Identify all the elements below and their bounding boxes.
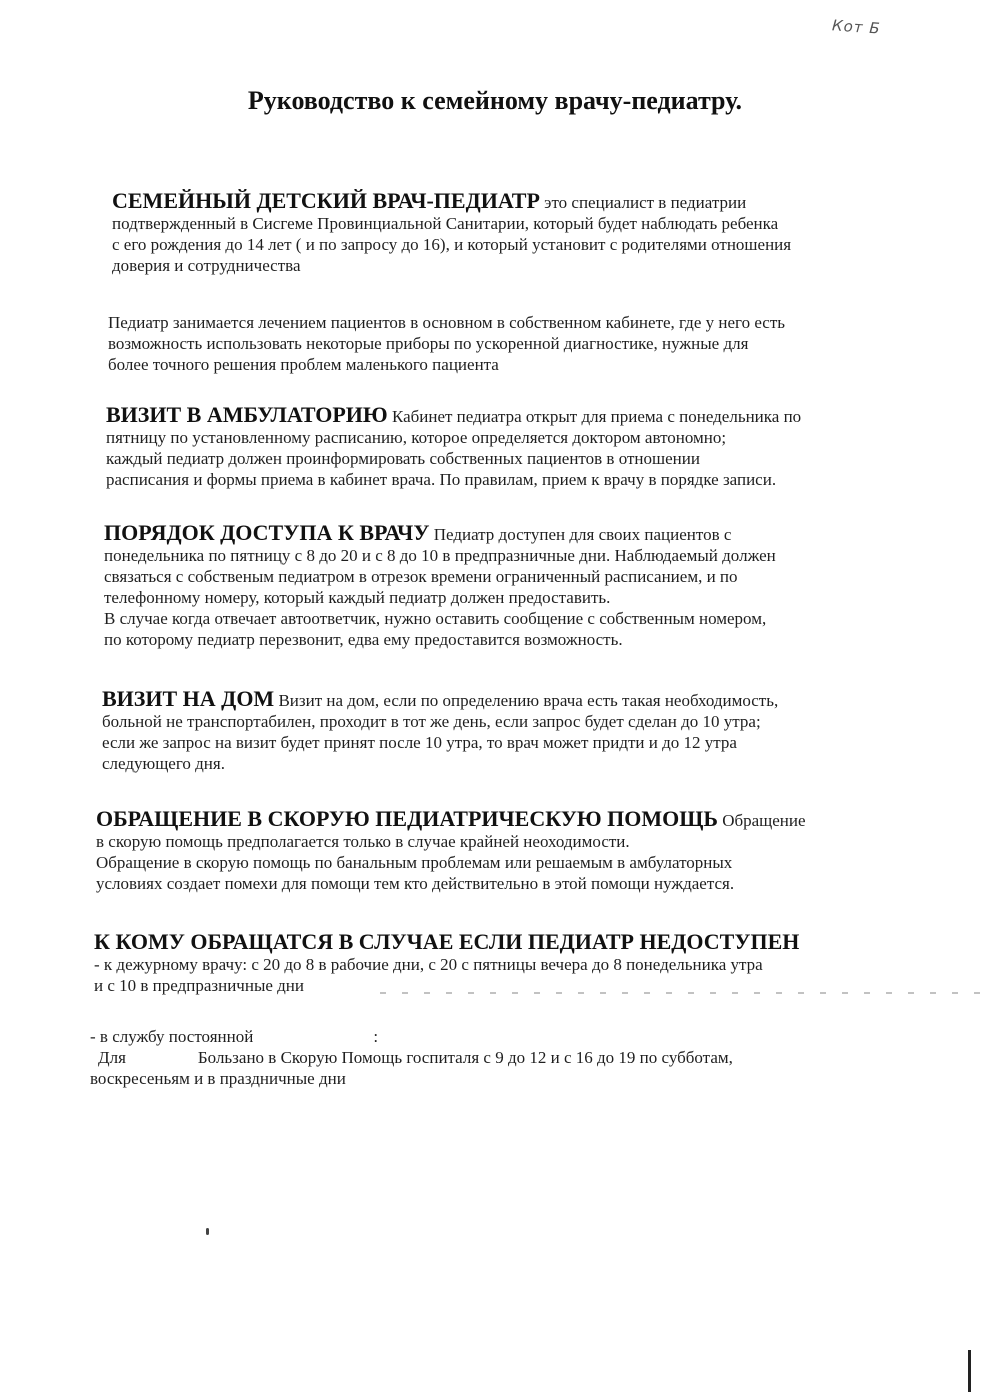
section-text-line: Педиатр занимается лечением пациентов в основном в собственном кабинете, где у него есть (108, 313, 786, 332)
footer-text: - в службу постоянной (90, 1027, 254, 1046)
section-text-line: подтвержденный в Сисгеме Провинциальной Санитарии, который будет наблюдать ребенка (112, 214, 779, 233)
section-text-line: следующего дня. (102, 754, 225, 773)
section-heading: ВИЗИТ В АМБУЛАТОРИЮ (106, 402, 388, 427)
footer-text: Для (98, 1048, 126, 1067)
section-heading: ПОРЯДОК ДОСТУПА К ВРАЧУ (104, 520, 430, 545)
section-text-line: доверия и сотрудничества (112, 256, 301, 275)
footer-text: : (373, 1027, 379, 1046)
scan-edge-mark (968, 1350, 971, 1392)
scan-dotted-artifact (380, 992, 980, 994)
section-text-line: по которому педиатр перезвонит, едва ему предоставится возможность. (104, 630, 623, 649)
section-text-line: Обращение в скорую помощь по банальным проблемам или решаемым в амбулаторных (96, 853, 733, 872)
scan-speck (206, 1228, 209, 1235)
footer-text: Бользано в Скорую Помощь госпиталя с 9 до 12 и с 16 до 19 по субботам, (197, 1048, 733, 1067)
section-text-line: и с 10 в предпразничные дни (94, 976, 305, 995)
section-text-line: Кабинет педиатра открыт для приема с понедельника по (387, 407, 802, 426)
section-text-line: больной не транспортабилен, проходит в тот же день, если запрос будет сделан до 10 утра; (102, 712, 761, 731)
section-text-line: условиях создает помехи для помощи тем кто действительно в этой помощи нуждается. (96, 874, 735, 893)
section-heading: ОБРАЩЕНИЕ В СКОРУЮ ПЕДИАТРИЧЕСКУЮ ПОМОЩЬ (96, 806, 718, 831)
section-pediatrician-unavailable (94, 930, 799, 996)
section-heading: ВИЗИТ НА ДОМ (102, 686, 275, 711)
section-text-line: расписания и формы приема в кабинет врача. По правилам, прием к врачу в порядке записи. (106, 470, 777, 489)
section-text-line: возможность использовать некоторые приборы по ускоренной диагностике, нужные для (108, 334, 749, 353)
section-text-line: в скорую помощь предполагается только в случае крайней неоходимости. (96, 832, 630, 851)
section-emergency-care (96, 808, 806, 894)
section-clinic-visit (106, 404, 801, 490)
footer-text: воскресеньям и в праздничные дни (90, 1069, 346, 1088)
section-heading: К КОМУ ОБРАЩАТСЯ В СЛУЧАЕ ЕСЛИ ПЕДИАТР НЕДОСТУПЕН (94, 929, 800, 954)
section-home-visit (102, 688, 778, 774)
section-text-line: понедельника по пятницу с 8 до 20 и с 8 до 10 в предпразничные дни. Наблюдаемый должен (104, 546, 776, 565)
section-text-line: если же запрос на визит будет принят после 10 утра, то врач может придти и до 12 утра (102, 733, 737, 752)
section-text-line: Визит на дом, если по определению врача есть такая необходимость, (274, 691, 779, 710)
handwritten-corner-note: Кот Б (831, 16, 882, 38)
document-title: Руководство к семейному врачу-педиатру. (247, 86, 743, 115)
section-heading: СЕМЕЙНЫЙ ДЕТСКИЙ ВРАЧ-ПЕДИАТР (112, 188, 540, 213)
footer-service-block (90, 1026, 733, 1089)
section-text-line: Педиатр доступен для своих пациентов с (429, 525, 732, 544)
section-text-line: пятницу по установленному расписанию, которое определяется доктором автономно; (106, 428, 727, 447)
section-text-line: это специалист в педиатрии (539, 193, 747, 212)
section-text-line: с его рождения до 14 лет ( и по запросу до 16), и который установит с родителями отношения (112, 235, 792, 254)
section-text-line: связаться с собственым педиатром в отрезок времени ограниченный расписанием, и по (104, 567, 738, 586)
section-access-order (104, 522, 776, 650)
section-text-line: Обращение (717, 811, 806, 830)
section-family-pediatrician (112, 190, 791, 276)
section-text-line: телефонному номеру, который каждый педиатр должен предоставить. (104, 588, 611, 607)
section-text-line: В случае когда отвечает автоответчик, нужно оставить сообщение с собственным номером, (104, 609, 767, 628)
section-text-line: - к дежурному врачу: с 20 до 8 в рабочие дни, с 20 с пятницы вечера до 8 понедельника утра (94, 955, 763, 974)
section-text-line: каждый педиатр должен проинформировать собственных пациентов в отношении (106, 449, 700, 468)
section-office-treatment (108, 312, 785, 375)
section-text-line: более точного решения проблем маленького пациента (108, 355, 499, 374)
